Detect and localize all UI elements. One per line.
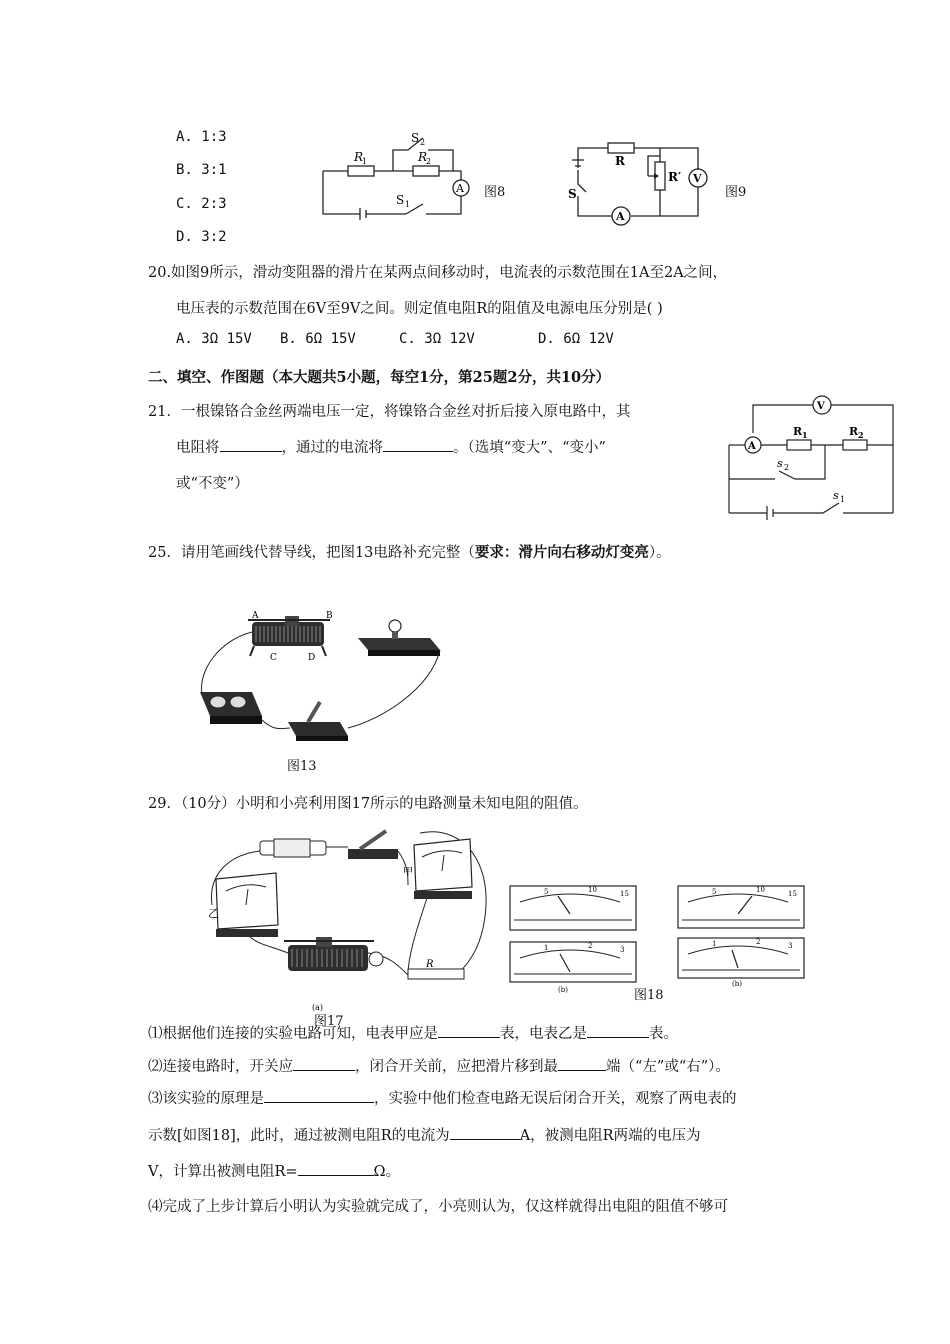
fig18-label-b-right: (b) <box>732 980 742 988</box>
q21-fig-label-s2-sub: 2 <box>784 463 790 472</box>
q21-blank-current[interactable] <box>383 437 453 452</box>
q29-part4: ⑷完成了上步计算后小明认为实验就完成了，小亮则认为，仅这样就得出电阻的阻值不够可 <box>148 1199 728 1215</box>
q21-fig-label-s1: s <box>833 489 839 502</box>
meter-yi <box>216 873 278 937</box>
fig8-label-ammeter: A <box>456 182 464 195</box>
q21-fig-label-s2: s <box>777 457 783 470</box>
q29-p3-line3-a: V，计算出被测电阻R= <box>148 1164 298 1180</box>
q21-fig-label-v: V <box>817 401 825 412</box>
meter-18-right-top <box>678 886 804 928</box>
fig18-rt-tick-10: 10 <box>756 886 765 894</box>
fig18-lt-tick-5: 5 <box>544 888 549 896</box>
fig9-label-switch: S <box>568 187 577 201</box>
fig13-label-a: A <box>252 611 259 621</box>
fig18-lb-tick-1: 1 <box>544 944 549 952</box>
fig17-caption: 图17 <box>314 1014 344 1029</box>
lamp-board <box>358 620 440 656</box>
q20-option-b: B. 6Ω 15V <box>280 331 356 347</box>
q19-option-d: D. 3:2 <box>176 229 227 245</box>
q29-blank-meter-jia[interactable] <box>438 1023 500 1038</box>
section-2-title: 二、填空、作图题（本大题共5小题，每空1分，第25题2分，共10分） <box>148 369 611 386</box>
q21-circuit <box>725 395 905 520</box>
q21-line3: 或“不变”） <box>176 476 249 492</box>
q29-part3-line3 <box>148 1160 400 1181</box>
fig17-label-jia: 甲 <box>403 867 413 878</box>
fig18-caption: 图18 <box>634 988 664 1003</box>
meter-jia <box>414 839 472 899</box>
fig18-rt-tick-5: 5 <box>712 888 717 896</box>
q20-option-c: C. 3Ω 12V <box>399 331 475 347</box>
q29-p3-line2-a: 示数[如图18]，此时，通过被测电阻R的电流为 <box>148 1128 450 1144</box>
battery-box <box>200 692 262 724</box>
fig8-label-s2: S <box>411 131 420 145</box>
q29-p3-b: ，实验中他们检查电路无误后闭合开关，观察了两电表的 <box>374 1091 737 1107</box>
fig8-label-r1: R <box>354 150 364 164</box>
fig9-label-r: R <box>615 154 625 168</box>
switch-17 <box>348 831 398 859</box>
q29-p3-line3-b: Ω。 <box>373 1164 401 1180</box>
q29-part2 <box>148 1055 730 1076</box>
q21-blank-resistance[interactable] <box>220 437 282 452</box>
fig18-rb-tick-3: 3 <box>788 942 793 950</box>
q29-blank-slider-end[interactable] <box>558 1056 606 1071</box>
fig18-rb-tick-1: 1 <box>712 940 717 948</box>
fig8-label-s2-sub: 2 <box>420 138 426 147</box>
fig9-label-rprime: R′ <box>668 170 682 184</box>
q29-p3-a: ⑶该实验的原理是 <box>148 1091 264 1107</box>
q20-option-a: A. 3Ω 15V <box>176 331 252 347</box>
fig8-label-r1-sub: 1 <box>362 157 368 166</box>
fig17-label-r: R <box>426 959 434 970</box>
switch <box>288 702 348 741</box>
fig18-lb-tick-3: 3 <box>620 946 625 954</box>
fig9-label-voltmeter: V <box>693 172 702 185</box>
q21-fig-label-s1-sub: 1 <box>840 495 846 504</box>
q29-blank-switch-state[interactable] <box>293 1056 355 1071</box>
q19-option-c: C. 2:3 <box>176 196 227 212</box>
q21-fig-label-r2: R <box>849 425 859 438</box>
meter-18-left-top <box>510 886 636 930</box>
q29-intro: 29．（10分）小明和小亮利用图17所示的电路测量未知电阻的阻值。 <box>148 796 588 812</box>
fig13-label-d: D <box>308 653 316 663</box>
q21-line2-a: 电阻将 <box>176 440 220 456</box>
q29-p1-a: ⑴根据他们连接的实验电路可知，电表甲应是 <box>148 1026 438 1042</box>
figure-9-circuit <box>568 136 718 226</box>
q20-line2: 电压表的示数范围在6V至9V之间。则定值电阻R的阻值及电源电压分别是( ) <box>176 301 663 317</box>
q25-text-c: ）。 <box>648 545 671 561</box>
q21-fig-label-r1-sub: 1 <box>802 430 808 440</box>
q29-p3-line2-b: A，被测电阻R两端的电压为 <box>519 1128 701 1144</box>
fig8-label-r2-sub: 2 <box>426 157 432 166</box>
fig8-label-r2: R <box>418 150 428 164</box>
q21-line2-c: 。（选填“变大”、“变小” <box>453 440 606 456</box>
fig18-lt-tick-10: 10 <box>588 886 597 894</box>
q29-p2-a: ⑵连接电路时，开关应 <box>148 1059 293 1075</box>
q20-line1: 20.如图9所示，滑动变阻器的滑片在某两点间移动时，电流表的示数范围在1A至2A之间， <box>148 265 728 281</box>
q29-blank-resistance[interactable] <box>298 1161 374 1176</box>
q21-fig-label-a: A <box>748 441 756 452</box>
q21-line2-b: ，通过的电流将 <box>281 440 383 456</box>
q25-text <box>148 541 671 562</box>
fig9-caption: 图9 <box>725 185 747 200</box>
q19-option-a: A. 1:3 <box>176 129 227 145</box>
fig13-label-b: B <box>326 611 333 621</box>
fig18-rt-tick-15: 15 <box>788 890 797 898</box>
fig9-label-ammeter: A <box>616 210 625 223</box>
fig18-lb-tick-2: 2 <box>588 942 593 950</box>
fig13-caption: 图13 <box>287 759 317 774</box>
figure-13-apparatus <box>190 610 450 750</box>
q20-option-d: D. 6Ω 12V <box>538 331 614 347</box>
q29-p1-b: 表，电表乙是 <box>500 1026 587 1042</box>
resistor-tube <box>260 839 326 857</box>
meter-18-right-bottom <box>678 938 804 978</box>
figure-17-apparatus <box>208 825 498 1020</box>
fig17-label-yi: 乙 <box>208 907 219 920</box>
q21-fig-label-r1: R <box>793 425 803 438</box>
fig18-label-b-left: (b) <box>558 986 568 994</box>
rheostat <box>248 616 330 656</box>
fig18-rb-tick-2: 2 <box>756 938 761 946</box>
fig8-caption: 图8 <box>484 185 506 200</box>
q29-blank-principle[interactable] <box>264 1088 374 1103</box>
q29-blank-meter-yi[interactable] <box>587 1023 649 1038</box>
q29-p1-c: 表。 <box>649 1026 678 1042</box>
fig13-label-c: C <box>270 653 277 663</box>
q29-blank-current[interactable] <box>450 1125 520 1140</box>
q21-line1: 21．一根镍铬合金丝两端电压一定，将镍铬合金丝对折后接入原电路中，其 <box>148 404 631 420</box>
resistor-r-17 <box>408 969 464 979</box>
q29-part1 <box>148 1022 678 1043</box>
q19-option-b: B. 3:1 <box>176 162 227 178</box>
q21-line2 <box>176 436 606 457</box>
q29-part3-line2 <box>148 1124 701 1145</box>
fig17-label-a: (a) <box>312 1003 324 1012</box>
rheostat-17 <box>284 937 383 971</box>
q25-requirement: 要求：滑片向右移动灯变亮 <box>474 544 649 561</box>
q25-text-a: 25．请用笔画线代替导线，把图13电路补充完整（ <box>148 545 475 561</box>
fig18-lt-tick-15: 15 <box>620 890 629 898</box>
q29-p2-b: ，闭合开关前，应把滑片移到最 <box>355 1059 558 1075</box>
figure-8-circuit <box>318 128 518 218</box>
q29-part3-line1 <box>148 1087 737 1108</box>
figure-18-meters <box>500 880 810 995</box>
q29-p2-c: 端（“左”或“右”）。 <box>606 1059 730 1075</box>
fig8-label-s1-sub: 1 <box>405 200 411 209</box>
meter-18-left-bottom <box>510 942 636 982</box>
q21-fig-label-r2-sub: 2 <box>858 430 864 440</box>
fig8-label-s1: S <box>396 193 405 207</box>
